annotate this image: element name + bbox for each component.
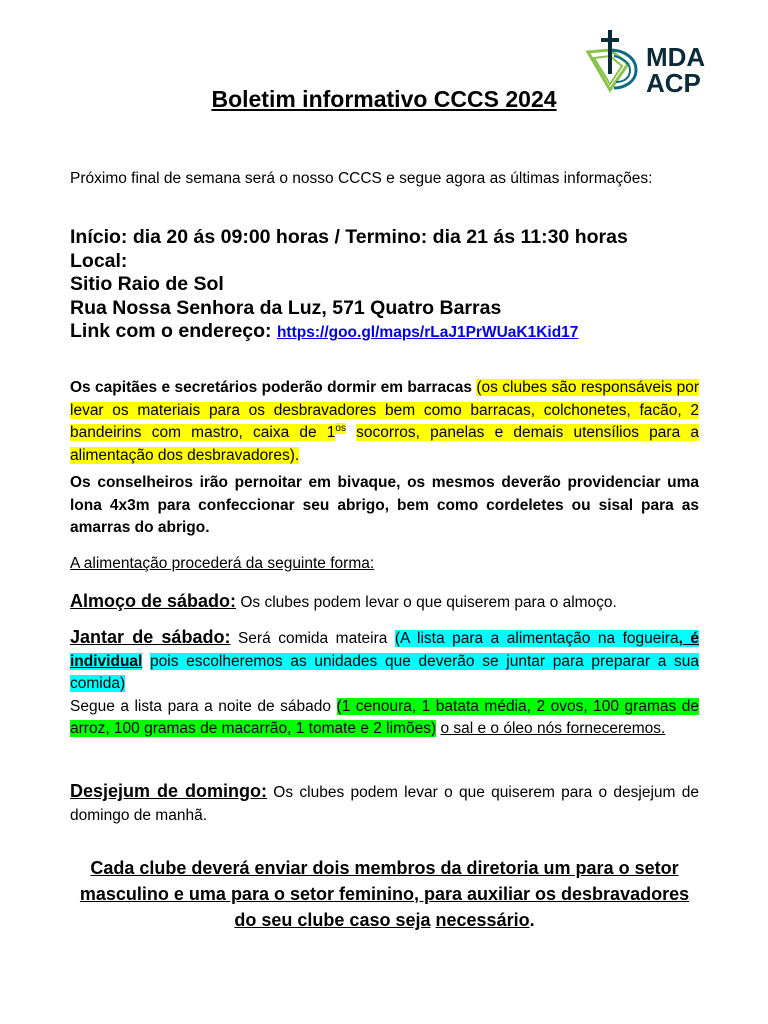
event-dates: Início: dia 20 ás 09:00 horas / Termino: dia 21 ás 11:30 horas	[70, 226, 628, 248]
saturday-dinner	[70, 626, 699, 741]
sunday-breakfast-heading: Desjejum de domingo:	[70, 781, 267, 801]
food-intro-text: A alimentação procederá da seguinte forma:	[70, 555, 375, 572]
dinner-highlight-b: pois escolheremos as unidades que deverão se juntar para preparar a sua comida)	[70, 652, 699, 692]
saturday-lunch-text: Os clubes podem levar o que quiserem para o almoço.	[240, 594, 617, 611]
captains-highlight-b: socorros, panelas e demais utensílios para a alimentação dos desbravadores).	[70, 424, 699, 464]
logo-text-bottom: ACP	[646, 68, 701, 98]
captains-sup: os	[335, 422, 346, 434]
maps-link[interactable]: https://goo.gl/maps/rLaJ1PrWUaK1Kid17	[276, 324, 579, 341]
sunday-breakfast	[70, 780, 699, 827]
page-title: Boletim informativo CCCS 2024	[211, 86, 557, 112]
closing-main: Cada clube deverá enviar dois membros da diretoria um para o setor masculino e uma para o setor feminino, para auxiliar os desbravadores do seu clube caso seja	[79, 858, 690, 930]
saturday-lunch-heading: Almoço de sábado:	[70, 591, 237, 611]
closing-last: necessário	[435, 910, 530, 930]
dinner-tail: o sal e o óleo nós forneceremos.	[440, 720, 666, 737]
saturday-dinner-heading: Jantar de sábado:	[70, 627, 231, 647]
dinner-highlight-bold: , é individual	[70, 630, 700, 670]
captains-highlight-a: (os clubes são responsáveis por levar os materiais para os desbravadores bem como barracas, colchonetes, facão, 2 bandeirins com mastro, caixa de 1	[70, 379, 699, 441]
location-label: Local:	[70, 249, 128, 272]
sunday-breakfast-text: Os clubes podem levar o que quiserem para o desjejum de domingo de manhã.	[70, 784, 699, 824]
paragraph-captains	[70, 377, 699, 467]
cross-shield-icon	[588, 30, 636, 90]
saturday-lunch	[70, 590, 699, 615]
dinner-list-intro: Segue a lista para a noite de sábado	[70, 697, 331, 715]
link-label: Link com o endereço:	[70, 320, 272, 342]
logo-text-top: MDA	[646, 42, 706, 72]
saturday-dinner-text: Será comida mateira	[237, 630, 388, 647]
paragraph-counselors: Os conselheiros irão pernoitar em bivaque, os mesmos deverão providenciar uma lona 4x3m para confeccionar seu abrigo, bem como cordeletes ou sisal para as amarras do abrigo.	[70, 474, 699, 536]
food-intro	[70, 553, 699, 576]
dinner-highlight-a: (A lista para a alimentação na fogueira	[394, 630, 679, 647]
dinner-list: (1 cenoura, 1 batata média, 2 ovos, 100 gramas de arroz, 100 gramas de macarrão, 1 tomate e 2 limões)	[70, 697, 700, 737]
intro-text: Próximo final de semana será o nosso CCCS e segue agora as últimas informações:	[70, 170, 653, 187]
closing-period: .	[529, 910, 535, 930]
location-name: Sitio Raio de Sol	[70, 273, 224, 295]
captains-text: Os capitães e secretários poderão dormir em barracas	[70, 379, 472, 396]
closing-note	[70, 855, 699, 933]
location-address: Rua Nossa Senhora da Luz, 571 Quatro Barras	[70, 296, 502, 319]
event-info	[70, 226, 710, 345]
